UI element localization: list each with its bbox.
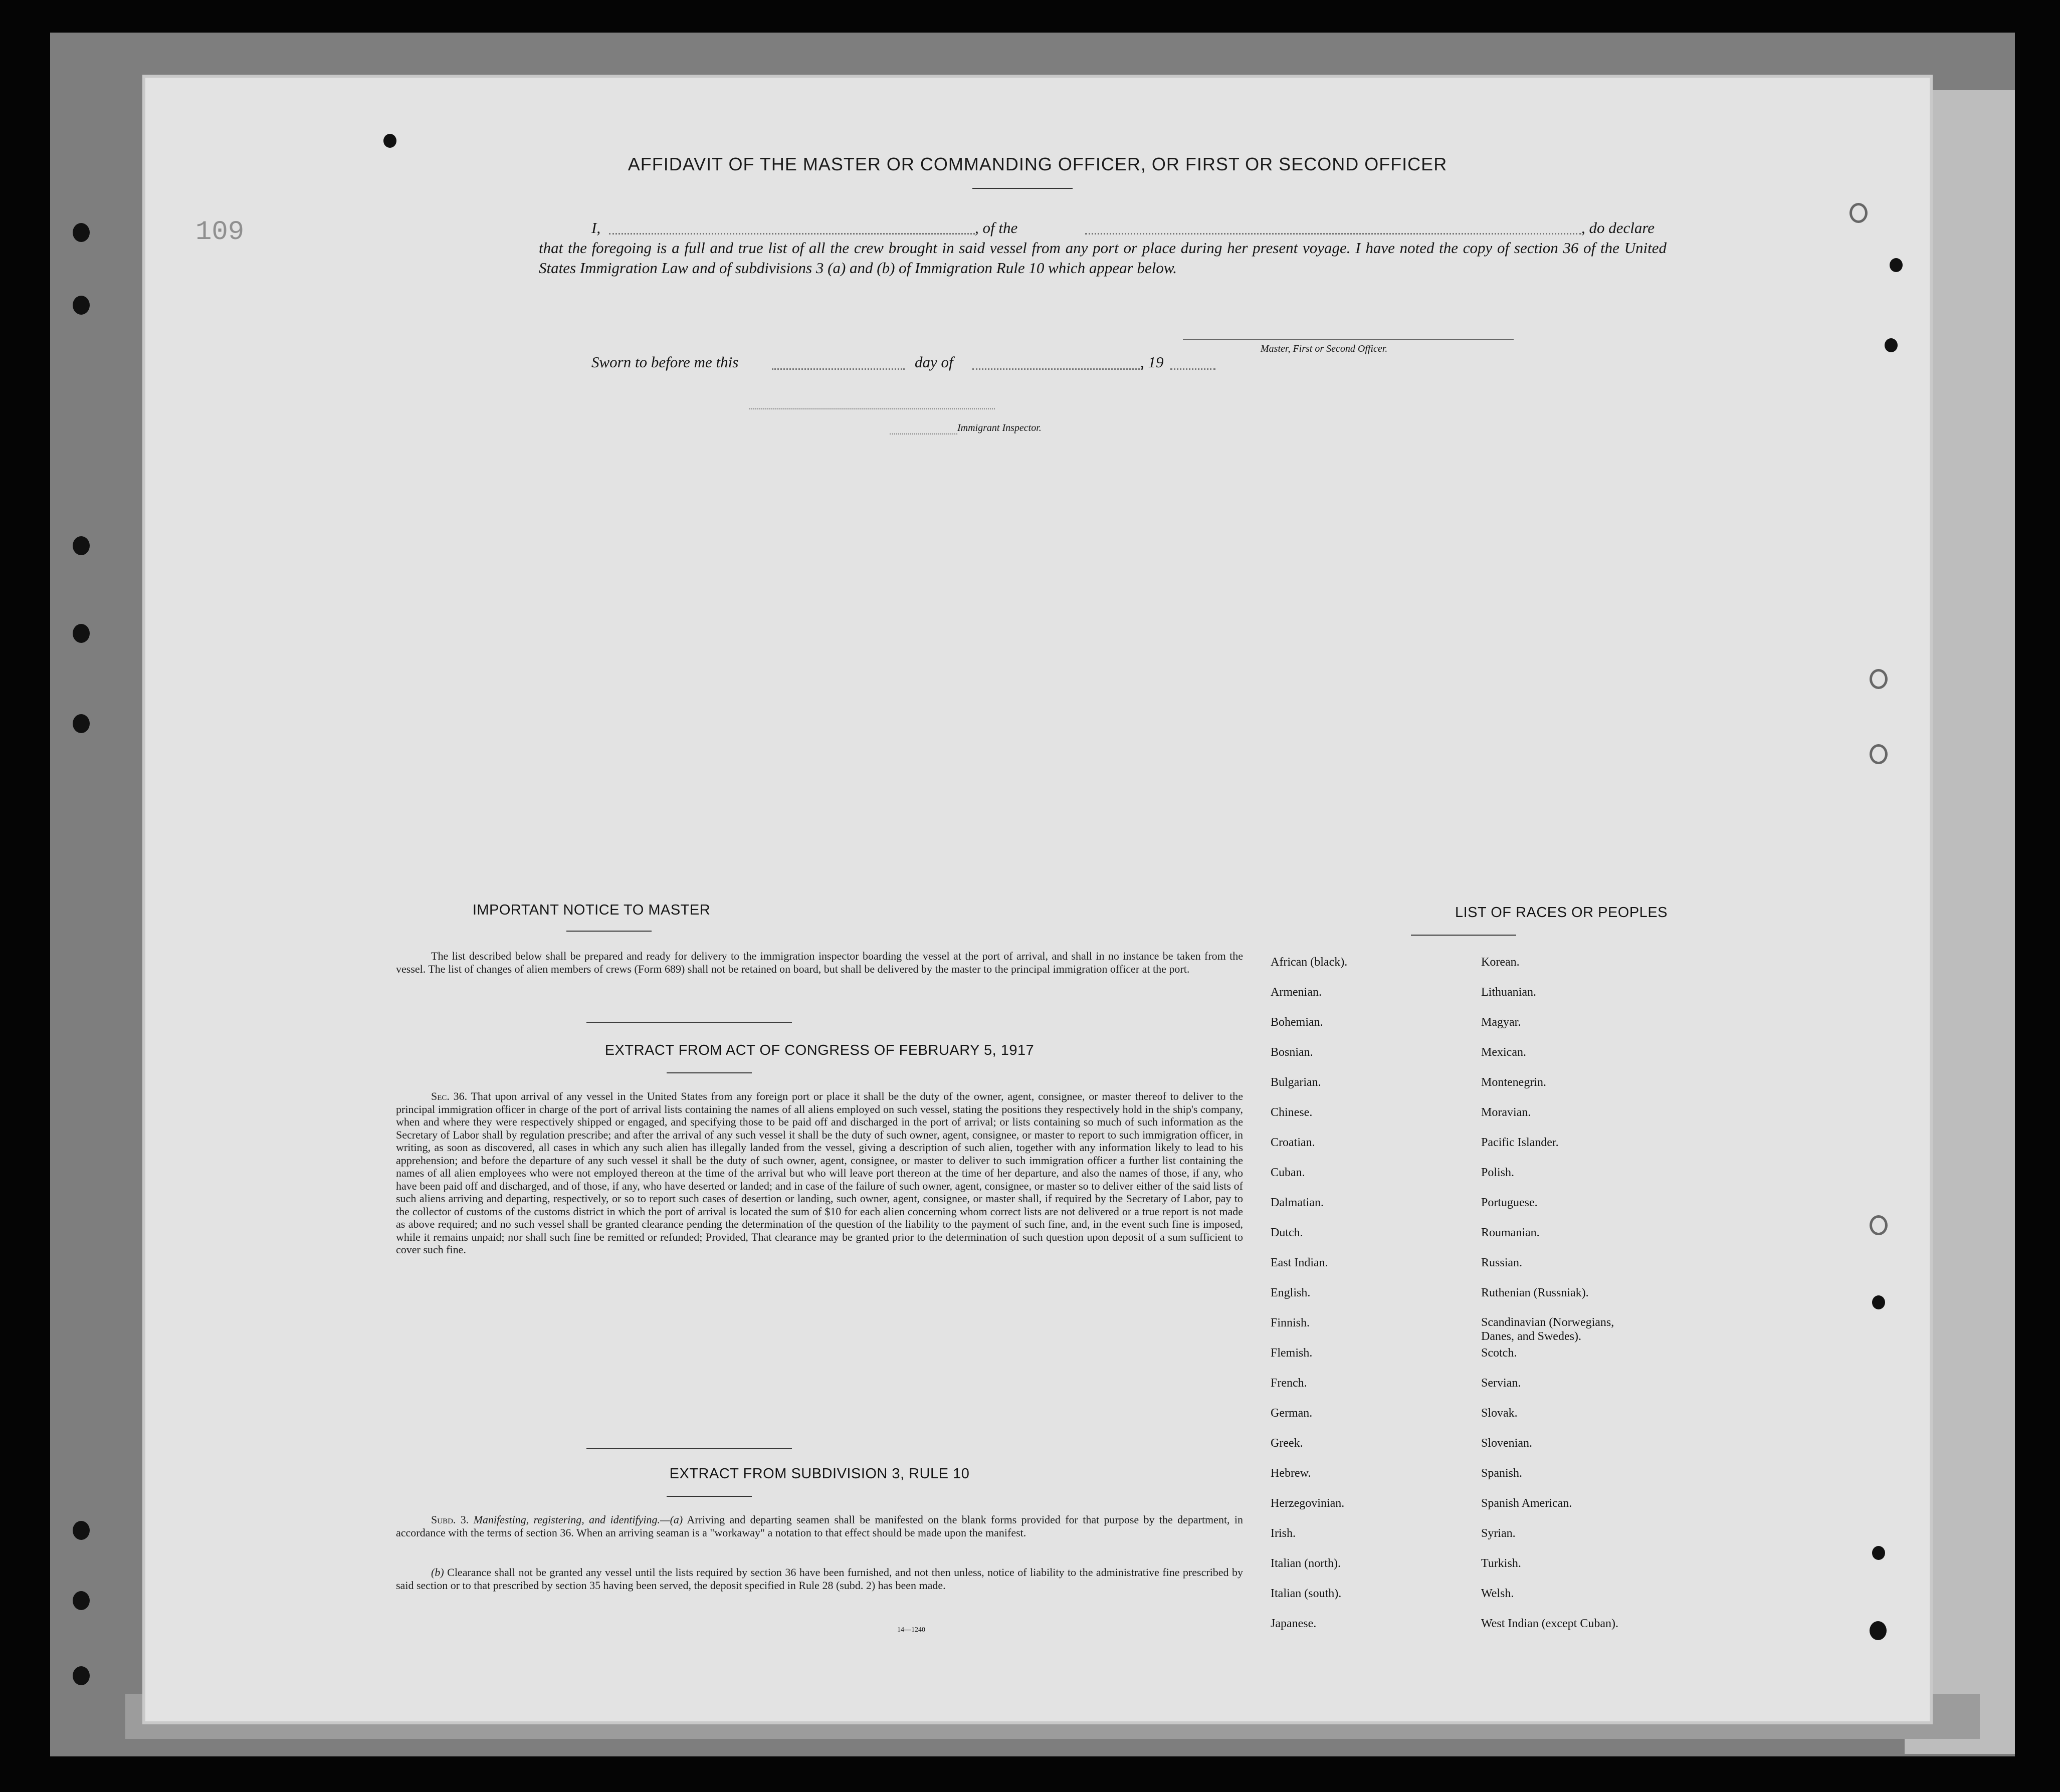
race-item: Pacific Islander. xyxy=(1481,1136,1559,1149)
punch-hole xyxy=(73,714,90,733)
race-item: Armenian. xyxy=(1271,986,1322,999)
punch-hole xyxy=(383,134,396,148)
race-item: Moravian. xyxy=(1481,1106,1531,1119)
punch-hole xyxy=(1870,744,1888,764)
punch-hole xyxy=(73,1666,90,1685)
race-item: Italian (north). xyxy=(1271,1557,1341,1570)
race-item: Bulgarian. xyxy=(1271,1076,1321,1089)
punch-hole xyxy=(73,1591,90,1610)
year-prefix: , 19 xyxy=(1140,353,1164,371)
inspector-name-line[interactable] xyxy=(890,433,957,434)
act-body: That upon arrival of any vessel in the United States from any foreign port or place it shall be the duty of the owner, agent, consignee, or master thereof to deliver to the principal immigration officer in charge of the port of arrival lists containing the names of all aliens employed on such vessel, stating the positions they respectively hold in the ship's company, when and where they were respectively shipped or engaged, and specifying those to be paid off and discharged in the port of arrival; or lists containing so much of such information as the Secretary of Labor shall by regulation prescribe; and after the arrival of any such vessel it shall be the duty of such owner, agent, consignee, or master to report to such immigration officer, in writing, as soon as discovered, all cases in which any such alien has illegally landed from the vessel, giving a description of such alien, together with any information likely to lead to his apprehension; and before the departure of any such vessel it shall be the duty of such owner, agent, consignee, or master to deliver to such immigration officer a further list containing the names of all alien employees who were not employed thereon at the time of the arrival but who will leave port thereon at the time of her departure, and also the names of those, if any, who have been paid off and discharged, and of those, if any, who have deserted or landed; and in case of the failure of such owner, agent, consignee, or master so to deliver either of the said lists of such aliens arriving and departing, respectively, or so to report such cases of desertion or landing, such owner, agent, consignee, or master shall, if required by the Secretary of Labor, pay to the collector of customs of the customs district in which the port of arrival is located the sum of $10 for each alien concerning whom correct lists are not delivered or a true report is not made as above required; and no such vessel shall be granted clearance pending the determination of the question of the liability to the payment of such fine, and, in the event such fine is imposed, while it remains unpaid; nor shall such fine be remitted or refunded; Provided, That clearance may be granted prior to the determination of such question upon deposit of a sum sufficient to cover such fine. xyxy=(396,1090,1244,1256)
affidavit-title: AFFIDAVIT OF THE MASTER OR COMMANDING OFFICER, OR FIRST OR SECOND OFFICER xyxy=(628,154,1448,174)
race-item: Magyar. xyxy=(1481,1016,1521,1029)
month-field[interactable] xyxy=(972,368,1143,370)
notice-divider xyxy=(586,1022,792,1023)
race-item: East Indian. xyxy=(1271,1256,1328,1269)
race-item: Herzegovinian. xyxy=(1271,1497,1345,1510)
affidavit-declare: , do declare xyxy=(1581,219,1655,237)
punch-hole xyxy=(1870,1215,1888,1235)
race-item: African (black). xyxy=(1271,956,1348,969)
race-item: Scandinavian (Norwegians, Danes, and Swedes). xyxy=(1481,1316,1614,1343)
race-item: Slovak. xyxy=(1481,1407,1518,1420)
race-item: Hebrew. xyxy=(1271,1467,1311,1480)
act-text xyxy=(396,1090,1243,1256)
notice-title: IMPORTANT NOTICE TO MASTER xyxy=(472,902,711,918)
race-item: Bosnian. xyxy=(1271,1046,1313,1059)
year-field[interactable] xyxy=(1170,368,1215,370)
notice-rule xyxy=(566,931,652,932)
race-item: Portuguese. xyxy=(1481,1196,1538,1209)
race-item: Chinese. xyxy=(1271,1106,1313,1119)
race-item: Spanish. xyxy=(1481,1467,1523,1480)
races-column-1 xyxy=(1271,955,1471,1646)
rule10-title: EXTRACT FROM SUBDIVISION 3, RULE 10 xyxy=(669,1466,970,1482)
race-item: Lithuanian. xyxy=(1481,986,1536,999)
race-item: Korean. xyxy=(1481,956,1520,969)
race-item: Roumanian. xyxy=(1481,1226,1540,1239)
race-item: French. xyxy=(1271,1377,1307,1390)
punch-hole xyxy=(73,223,90,242)
sworn-text: Sworn to before me this xyxy=(591,353,739,371)
race-item: Dutch. xyxy=(1271,1226,1303,1239)
race-item: Syrian. xyxy=(1481,1527,1516,1540)
punch-hole xyxy=(73,624,90,643)
rule10-para-a-text: Arriving and departing seamen shall be manifested on the blank forms provided for that purpose by the department, in accordance with the terms of section 36. When an arriving seaman is a "workaway" a notation to that effect should be made upon the manifest. xyxy=(396,1513,1244,1539)
notice-text: The list described below shall be prepared and ready for delivery to the immigration inspector boarding the vessel at the port of arrival, and shall in no instance be taken from the vessel. The list of changes of alien members of crews (Form 689) shall not be retained on board, but shall be delivered by the master to the principal immigration officer at the port. xyxy=(396,950,1243,975)
race-item: Finnish. xyxy=(1271,1316,1310,1329)
race-item: Scotch. xyxy=(1481,1347,1517,1360)
races-title: LIST OF RACES OR PEOPLES xyxy=(1455,905,1668,921)
race-item: German. xyxy=(1271,1407,1313,1420)
race-item: Greek. xyxy=(1271,1437,1303,1450)
race-item: Japanese. xyxy=(1271,1617,1317,1630)
race-item: Croatian. xyxy=(1271,1136,1315,1149)
rule10-para-b-text: Clearance shall not be granted any vessel until the lists required by section 36 have been furnished, and not then unless, notice of liability to the administrative fine prescribed by said section or to that prescribed by section 35 having been served, the deposit specified in Rule 28 (subd. 2) has been made. xyxy=(396,1566,1244,1592)
race-item: Mexican. xyxy=(1481,1046,1526,1059)
race-item: Spanish American. xyxy=(1481,1497,1572,1510)
rule10-subd-heading: Manifesting, registering, and identifying.—(a) xyxy=(473,1513,683,1526)
punch-hole xyxy=(73,1521,90,1540)
race-item: West Indian (except Cuban). xyxy=(1481,1617,1618,1630)
affidavit-of-the: , of the xyxy=(975,219,1018,237)
punch-hole xyxy=(1872,1295,1885,1309)
race-item: English. xyxy=(1271,1286,1311,1299)
crew-list-form-page xyxy=(145,78,1930,1721)
act-title: EXTRACT FROM ACT OF CONGRESS OF FEBRUARY 5, 1917 xyxy=(604,1042,1035,1058)
race-item: Welsh. xyxy=(1481,1587,1514,1600)
race-item: Flemish. xyxy=(1271,1347,1313,1360)
day-field[interactable] xyxy=(772,368,905,370)
margin-mark: 109 xyxy=(195,217,245,248)
punch-hole xyxy=(1870,1621,1887,1640)
race-item: Russian. xyxy=(1481,1256,1523,1269)
act-divider xyxy=(586,1448,792,1449)
race-item: Ruthenian (Russniak). xyxy=(1481,1286,1589,1299)
name-field[interactable] xyxy=(609,233,975,235)
title-rule xyxy=(972,188,1073,189)
act-sec-label: Sec. 36. xyxy=(431,1090,468,1102)
inspector-label: Immigrant Inspector. xyxy=(957,422,1042,433)
affidavit-i: I, xyxy=(591,219,601,237)
race-item: Bohemian. xyxy=(1271,1016,1323,1029)
punch-hole xyxy=(73,536,90,555)
punch-hole xyxy=(1849,203,1868,223)
rule10-subd-label: Subd. 3. xyxy=(431,1513,469,1526)
races-column-2 xyxy=(1481,955,1692,1646)
rule10-para-b-label: (b) xyxy=(431,1566,444,1579)
rule10-para-a xyxy=(396,1513,1243,1539)
race-item: Cuban. xyxy=(1271,1166,1305,1179)
act-rule xyxy=(667,1072,752,1073)
signature-label: Master, First or Second Officer. xyxy=(1261,343,1388,354)
rule10-para-b xyxy=(396,1566,1243,1592)
race-item: Italian (south). xyxy=(1271,1587,1342,1600)
punch-hole xyxy=(1872,1546,1885,1560)
vessel-field[interactable] xyxy=(1085,233,1581,235)
races-rule xyxy=(1411,935,1516,936)
race-item: Montenegrin. xyxy=(1481,1076,1546,1089)
punch-hole xyxy=(1890,258,1903,272)
inspector-signature-line[interactable] xyxy=(749,408,995,409)
race-item: Slovenian. xyxy=(1481,1437,1532,1450)
rule10-rule xyxy=(667,1496,752,1497)
punch-hole xyxy=(1885,338,1898,352)
race-item: Polish. xyxy=(1481,1166,1515,1179)
race-item: Turkish. xyxy=(1481,1557,1521,1570)
race-item: Dalmatian. xyxy=(1271,1196,1324,1209)
race-item: Irish. xyxy=(1271,1527,1296,1540)
punch-hole xyxy=(1870,669,1888,689)
form-number: 14—1240 xyxy=(897,1626,925,1634)
affidavit-body: that the foregoing is a full and true list of all the crew brought in said vessel from any port or place during her present voyage. I have noted the copy of section 36 of the United States Immigration Law and of subdivisions 3 (a) and (b) of Immigration Rule 10 which appear below. xyxy=(539,239,1667,277)
punch-hole xyxy=(73,296,90,315)
day-of-text: day of xyxy=(915,353,953,371)
race-item: Servian. xyxy=(1481,1377,1521,1390)
signature-line[interactable] xyxy=(1183,339,1514,340)
